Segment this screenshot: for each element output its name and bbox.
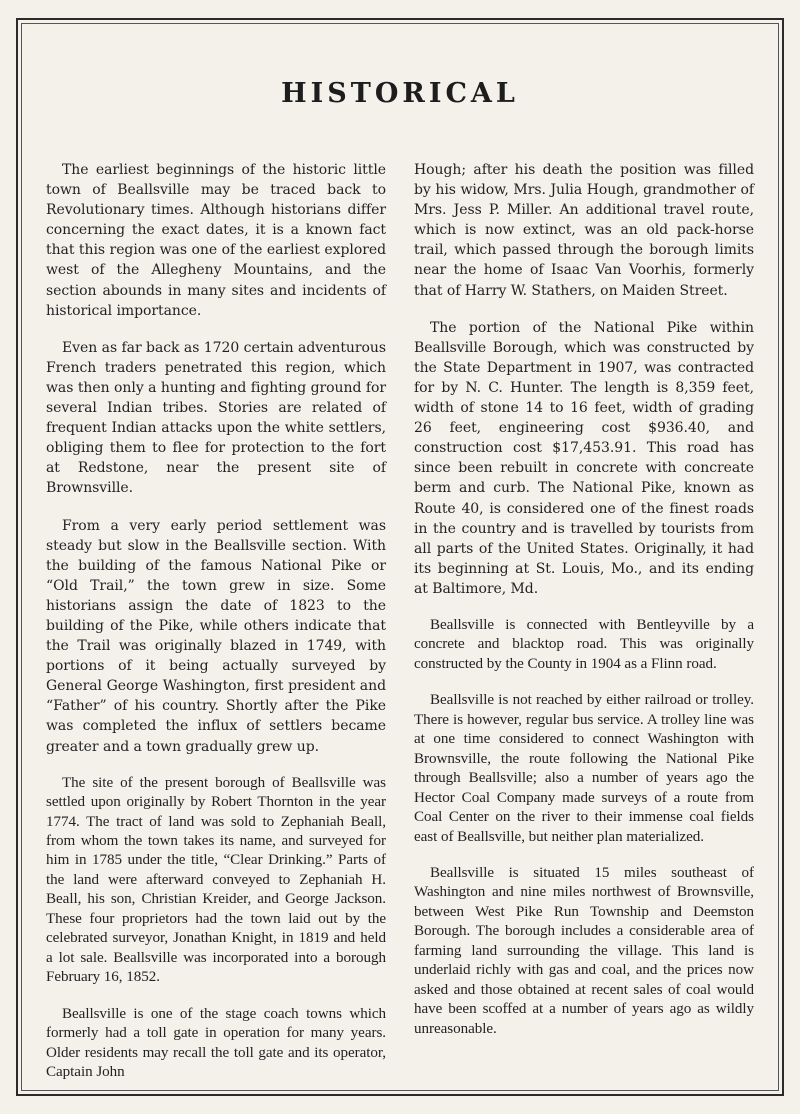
paragraph-stage-coach: Beallsville is one of the stage coach towns which formerly had a toll gate in operation for many years. Older residents may recall the toll gate and its operator, Captain John [46, 1005, 386, 1080]
paragraph-location: Beallsville is situated 15 miles southeast of Washington and nine miles northwest of Brownsville, between West Pike Run Township and Deemston Borough. The borough includes a considerable area of farming land surrounding the village. This land is underlaid richly with gas and coal, and the prices now asked and those obtained at recent sales of coal would have been scoffed at a number of years ago as wildly unreasonable. [414, 864, 754, 1037]
paragraph-hough: Hough; after his death the position was filled by his widow, Mrs. Julia Hough, grandmother of Mrs. Jess P. Miller. An additional travel route, which is now extinct, was an old pack-horse trail, which passed through the borough limits near the home of Isaac Van Voorhis, formerly that of Harry W. Stathers, on Maiden Street. [414, 162, 754, 299]
right-column [414, 160, 754, 1056]
paragraph-earliest-beginnings: The earliest beginnings of the historic little town of Beallsville may be traced back to Revolutionary times. Although historians differ concerning the exact dates, it is a known fact that this region was one of the earliest explored west of the Allegheny Mountains, and the section abounds in many sites and incidents of historical importance. [46, 162, 386, 319]
paragraph-railroad-trolley: Beallsville is not reached by either railroad or trolley. There is however, regular bus service. A trolley line was at one time considered to connect Washington with Brownsville, the route following the National Pike through Beallsville; also a number of years ago the Hector Coal Company made surveys of a route from Coal Center on the river to their immense coal fields east of Beallsville, but neither plan materialized. [414, 692, 754, 845]
page-title: HISTORICAL [281, 78, 519, 109]
paragraph-national-pike: The portion of the National Pike within Beallsville Borough, which was constructed by the State Department in 1907, was contracted for by N. C. Hunter. The length is 8,359 feet, width of stone 14 to 16 feet, width of grading 26 feet, engineering cost $936.40, and construction cost $17,453.91. This road has since been rebuilt in concrete with concreate berm and curb. The National Pike, known as Route 40, is considered one of the finest roads in the country and is travelled by tourists from all parts of the United States. Originally, it had its beginning at St. Louis, Mo., and its ending at Baltimore, Md. [414, 319, 754, 597]
paragraph-bentleyville-road: Beallsville is connected with Bentleyville by a concrete and blacktop road. This was originally constructed by the County in 1904 as a Flinn road. [414, 616, 754, 672]
paragraph-borough-site: The site of the present borough of Beallsville was settled upon originally by Robert Thornton in the year 1774. The tract of land was sold to Zephaniah Beall, from whom the town takes its name, and surveyed for him in 1785 under the title, “Clear Drinking.” Parts of the land were afterward conveyed to Zephaniah H. Beall, his son, Christian Kreider, and George Jackson. These four proprietors had the town laid out by the celebrated surveyor, Jonathan Knight, in 1819 and held a lot sale. Beallsville was incorporated into a borough February 16, 1852. [46, 774, 386, 986]
paragraph-settlement: From a very early period settlement was steady but slow in the Beallsville section. With the building of the famous National Pike or “Old Trail,” the town grew in size. Some historians assign the date of 1823 to the building of the Pike, while others indicate that the Trail was originally blazed in 1749, with portions of it being actually surveyed by General George Washington, first president and “Father” of his country. Shortly after the Pike was completed the influx of settlers became greater and a town gradually grew up. [46, 517, 386, 755]
left-column [46, 160, 386, 1099]
paragraph-french-traders: Even as far back as 1720 certain adventurous French traders penetrated this region, which was then only a hunting and fighting ground for several Indian tribes. Stories are related of frequent Indian attacks upon the white settlers, obliging them to flee for protection to the fort at Redstone, near the present site of Brownsville. [46, 339, 386, 497]
